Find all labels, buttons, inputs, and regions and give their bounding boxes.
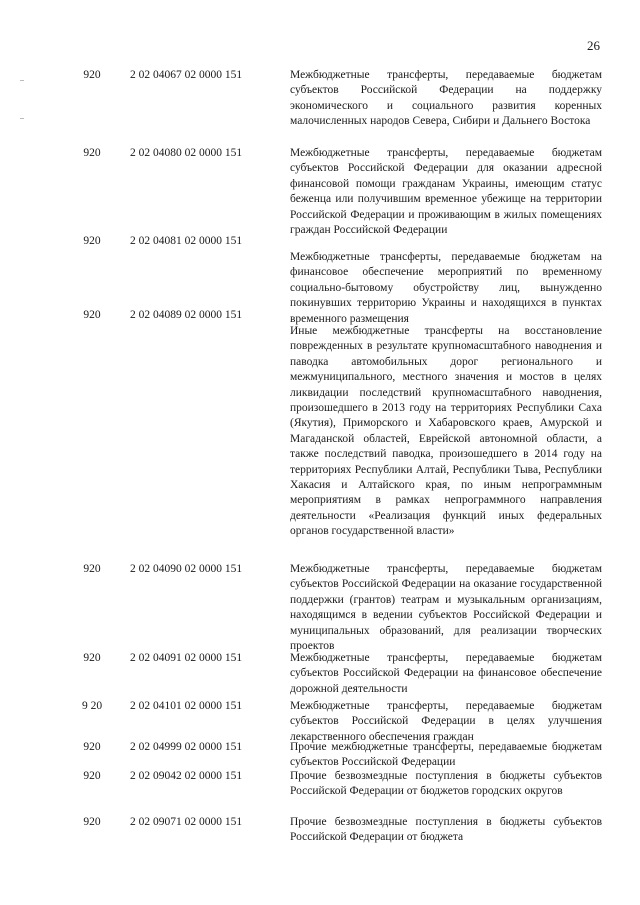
budget-classification-code: 2 02 09042 02 0000 151	[130, 770, 243, 782]
budget-classification-code: 2 02 04999 02 0000 151	[130, 741, 243, 753]
income-description: Межбюджетные трансферты, передаваемые бюджетам субъектов Российской Федерации на финансовое обеспечение дорожной деятельности	[290, 652, 602, 695]
income-description: Прочие безвозмездные поступления в бюджеты субъектов Российской Федерации от бюджетов городских округов	[290, 770, 602, 798]
admin-code: 920	[83, 69, 101, 81]
scan-margin-mark	[20, 118, 24, 119]
income-description: Межбюджетные трансферты, передаваемые бюджетам субъектов Российской Федерации для оказании адресной финансовой помощи гражданам Украины, имеющим статус беженца или получившим временное убежище на территории Российской Федерации и проживающим в жилых помещениях граждан Российской Федерации	[290, 147, 602, 237]
budget-classification-code: 2 02 04067 02 0000 151	[130, 69, 243, 81]
budget-classification-code: 2 02 04080 02 0000 151	[130, 147, 243, 159]
admin-code: 920	[83, 235, 101, 247]
income-description: Межбюджетные трансферты, передаваемые бюджетам на финансовое обеспечение мероприятий по временному социально-бытовому обустройству лиц, вынужденно покинувших территорию Украины и находящихся в пунктах временного размещения	[290, 251, 602, 325]
income-description: Межбюджетные трансферты, передаваемые бюджетам субъектов Российской Федерации на оказание государственной поддержки (грантов) театрам и музыкальным организациям, находящимся в ведении субъектов Российской Федерации и муниципальных образований, для реализации творческих проектов	[290, 563, 602, 653]
admin-code: 920	[83, 309, 101, 321]
admin-code: 920	[83, 147, 101, 159]
income-description: Прочие межбюджетные трансферты, передаваемые бюджетам субъектов Российской Федерации	[290, 741, 602, 769]
income-description: Прочие безвозмездные поступления в бюджеты субъектов Российской Федерации от бюджета	[290, 816, 602, 844]
income-description: Межбюджетные трансферты, передаваемые бюджетам субъектов Российской Федерации в целях улучшения лекарственного обеспечения граждан	[290, 700, 602, 743]
admin-code: 920	[83, 563, 101, 575]
budget-classification-code: 2 02 09071 02 0000 151	[130, 816, 243, 828]
budget-classification-code: 2 02 04090 02 0000 151	[130, 563, 243, 575]
scan-margin-mark	[20, 80, 24, 81]
admin-code: 9 20	[81, 700, 103, 712]
budget-classification-code: 2 02 04101 02 0000 151	[130, 700, 243, 712]
income-description: Межбюджетные трансферты, передаваемые бюджетам субъектов Российской Федерации на поддержку экономического и социального развития коренных малочисленных народов Севера, Сибири и Дальнего Востока	[290, 69, 602, 128]
page-number: 26	[587, 38, 600, 53]
admin-code: 920	[83, 816, 101, 828]
admin-code: 920	[83, 652, 101, 664]
admin-code: 920	[83, 741, 101, 753]
income-description: Иные межбюджетные трансферты на восстановление поврежденных в результате крупномасштабного наводнения и паводка автомобильных дорог регионального и межмуниципального, местного значения и мостов в целях ликвидации последствий крупномасштабного наводнения, произошедшего в 2013 году на территориях Республики Саха (Якутия), Приморского и Хабаровского краев, Амурской и Магаданской областей, Еврейской автономной области, а также последствий паводка, произошедшего в 2014 году на территориях Республики Алтай, Республики Тыва, Республики Хакасия и Алтайского края, по иным непрограммным мероприятиям в рамках непрограммного направления деятельности «Реализация функций иных федеральных органов государственной власти»	[290, 325, 602, 538]
admin-code: 920	[83, 770, 101, 782]
budget-classification-code: 2 02 04081 02 0000 151	[130, 235, 243, 247]
budget-classification-code: 2 02 04091 02 0000 151	[130, 652, 243, 664]
budget-classification-code: 2 02 04089 02 0000 151	[130, 309, 243, 321]
